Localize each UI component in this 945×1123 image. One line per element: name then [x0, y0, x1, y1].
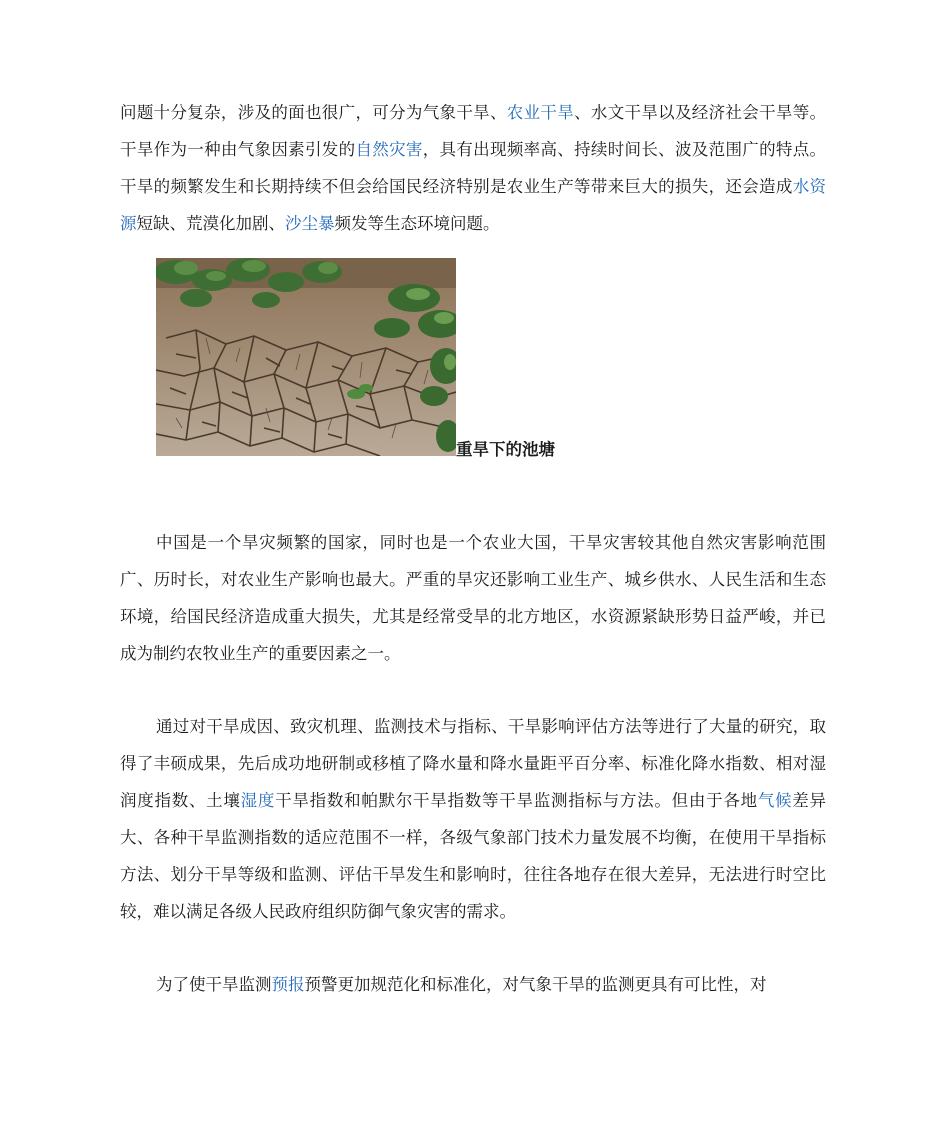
- paragraph-1-text-2: 、水文干旱以及经济社会干旱等。干旱作为一种由气象因素引发的: [120, 103, 827, 159]
- paragraph-3: [120, 708, 826, 930]
- paragraph-4-text-2: 预警更加规范化和标准化，对气象干旱的监测更具有可比性，对: [304, 975, 767, 994]
- figure-dry-pond: [120, 258, 826, 486]
- paragraph-gap: [120, 930, 826, 966]
- figure-caption: 重旱下的池塘: [456, 440, 555, 459]
- paragraph-1-text-3: ，具有出现频率高、持续时间长、波及范围广的特点。干旱的频繁发生和长期持续不但会给国民经济特别是农业生产等带来巨大的损失，还会造成: [120, 140, 827, 196]
- paragraph-4: [120, 966, 826, 1003]
- paragraph-1: [120, 94, 826, 242]
- document-page: [120, 94, 826, 1003]
- paragraph-4-text-1: 为了使干旱监测: [156, 975, 272, 994]
- paragraph-3-text-3: 差异大、各种干旱监测指数的适应范围不一样，各级气象部门技术力量发展不均衡，在使用干旱指标方法、划分干旱等级和监测、评估干旱发生和影响时，往往各地存在很大差异，无法进行时空比较，难以满足各级人民政府组织防御气象灾害的需求。: [120, 791, 827, 921]
- paragraph-1-text-5: 频发等生态环境问题。: [334, 214, 500, 233]
- paragraph-2: 中国是一个旱灾频繁的国家，同时也是一个农业大国，干旱灾害较其他自然灾害影响范围广、历时长，对农业生产影响也最大。严重的旱灾还影响工业生产、城乡供水、人民生活和生态环境，给国民经济造成重大损失，尤其是经常受旱的北方地区，水资源紧缺形势日益严峻，并已成为制约农牧业生产的重要因素之一。: [120, 533, 826, 663]
- link-forecast[interactable]: 预报: [271, 975, 305, 994]
- paragraph-1-text-1: 问题十分复杂，涉及的面也很广，可分为气象干旱、: [120, 103, 507, 122]
- dry-pond-photo: [156, 258, 456, 456]
- link-water-resources[interactable]: 水资源: [120, 177, 827, 233]
- link-humidity[interactable]: 湿度: [240, 791, 276, 810]
- link-sandstorm[interactable]: 沙尘暴: [285, 214, 335, 233]
- link-agricultural-drought[interactable]: 农业干旱: [506, 103, 575, 122]
- paragraph-gap: [120, 672, 826, 708]
- link-natural-disaster[interactable]: 自然灾害: [355, 140, 423, 159]
- paragraph-1-text-4: 短缺、荒漠化加剧、: [136, 214, 285, 233]
- paragraph-3-text-2: 干旱指数和帕默尔干旱指数等干旱监测指标与方法。但由于各地: [275, 791, 758, 810]
- link-climate[interactable]: 气候: [757, 791, 793, 810]
- paragraph-3-text-1: 通过对干旱成因、致灾机理、监测技术与指标、干旱影响评估方法等进行了大量的研究，取得了丰硕成果，先后成功地研制或移植了降水量和降水量距平百分率、标准化降水指数、相对湿润度指数、土壤: [120, 717, 826, 810]
